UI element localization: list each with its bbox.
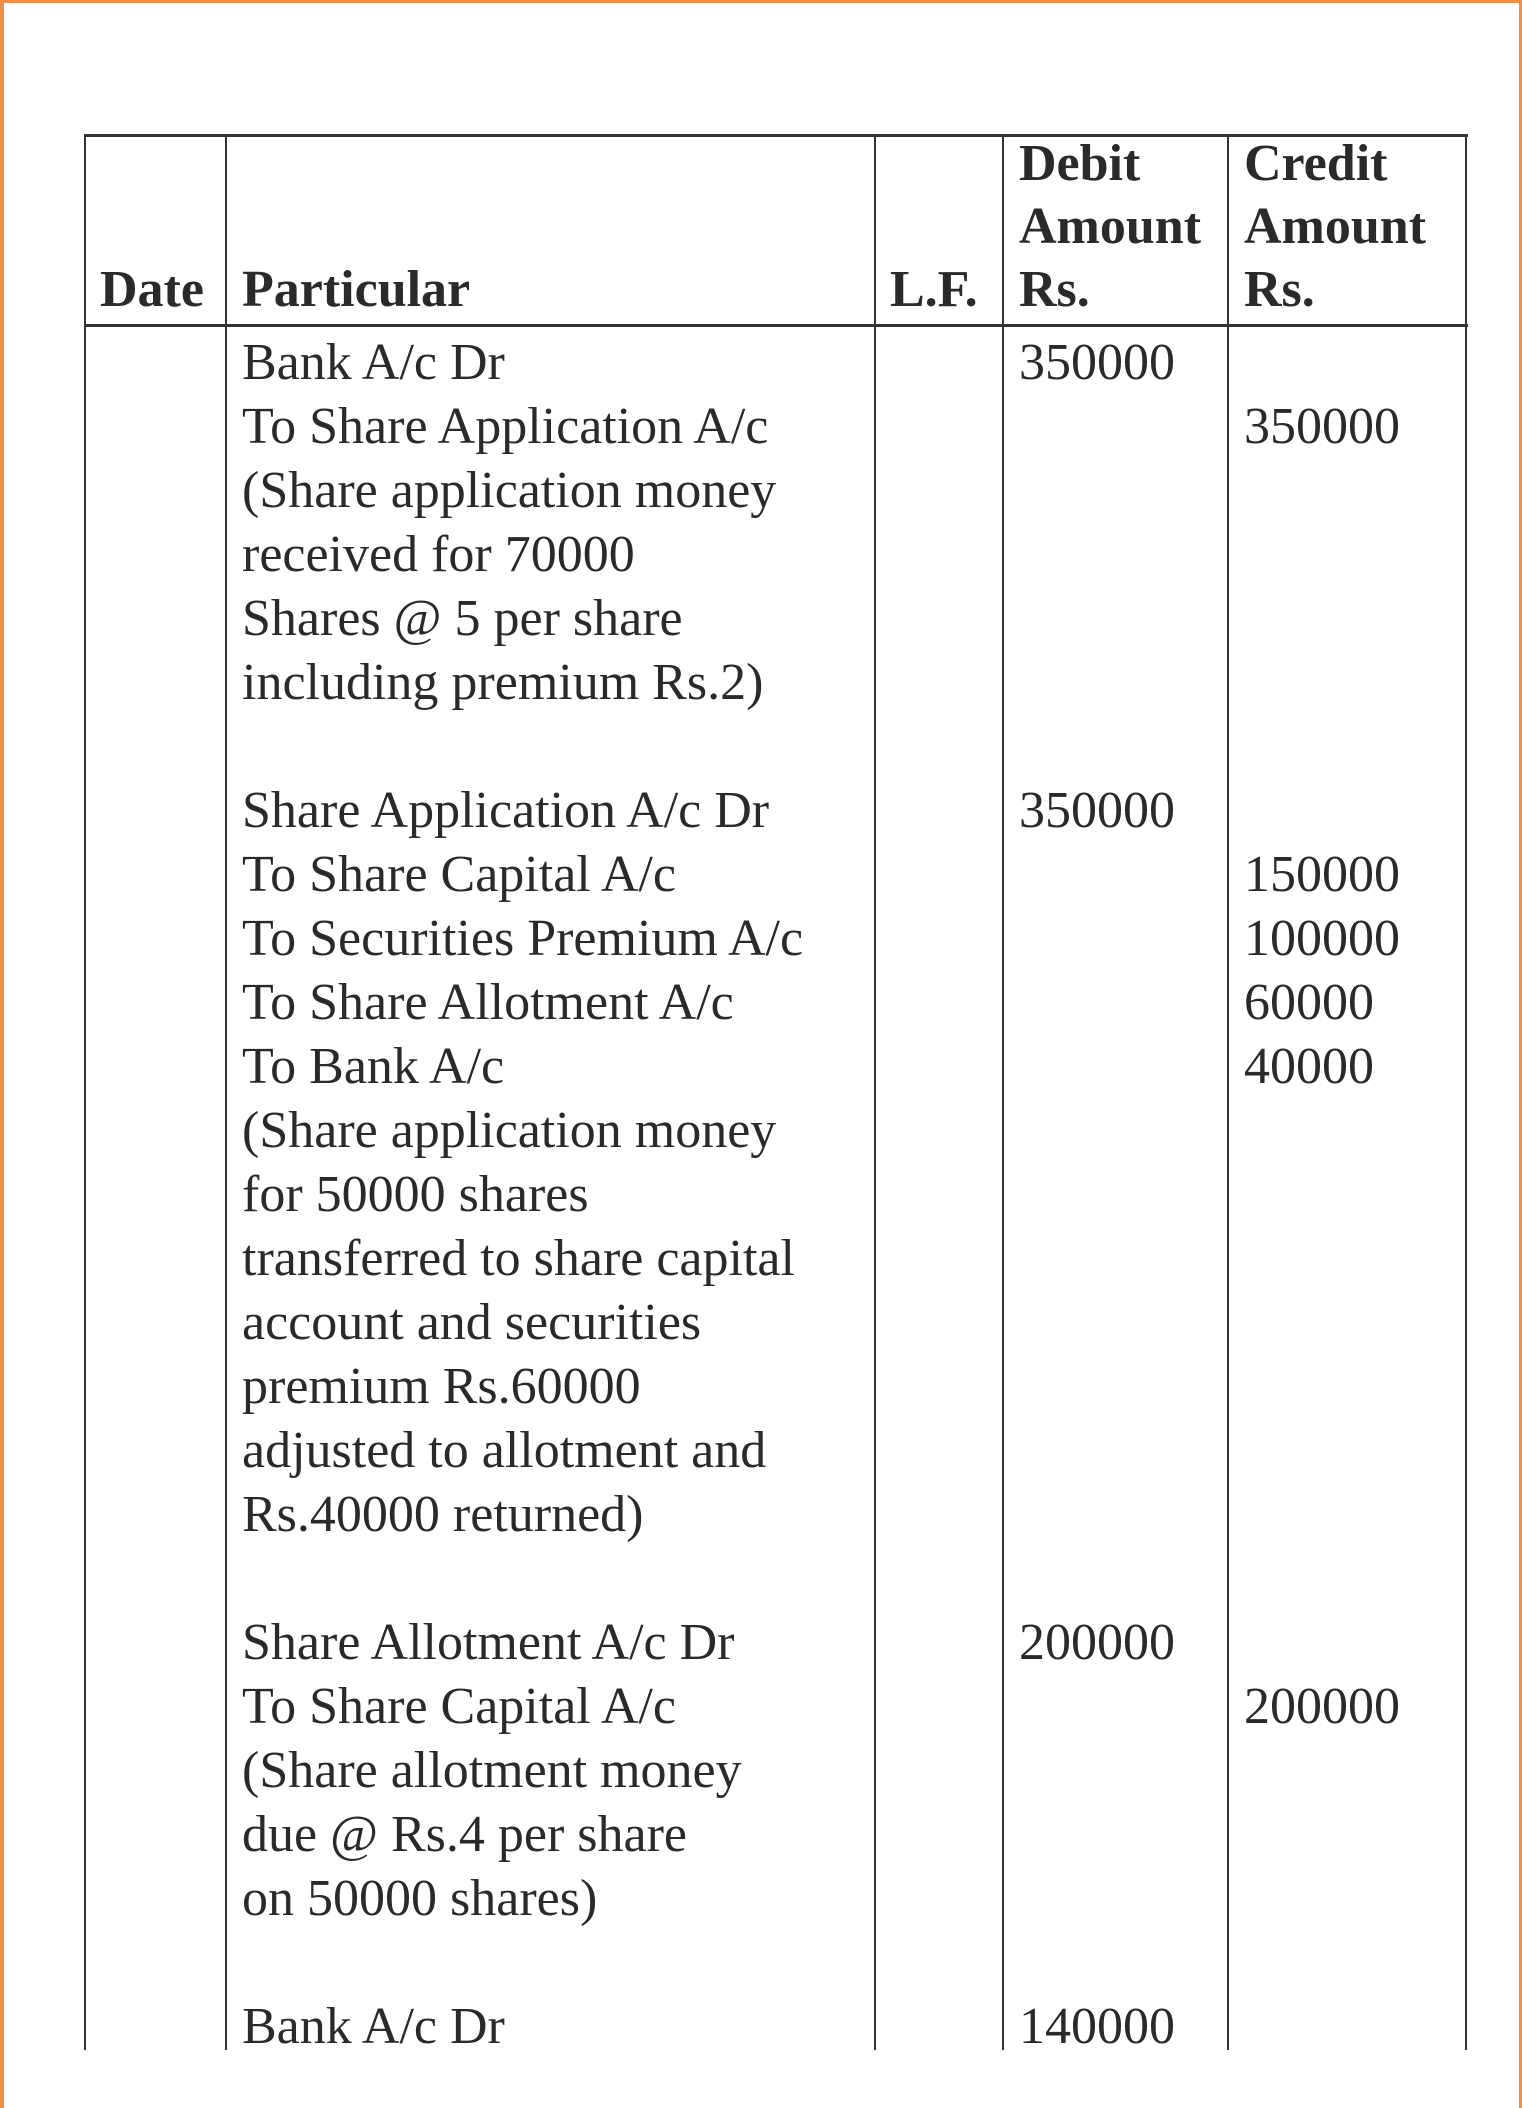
table-row <box>0 1099 1522 1163</box>
table-row <box>0 1163 1522 1227</box>
table-row <box>0 395 1522 459</box>
journal-entry <box>0 331 1522 779</box>
table-row <box>0 1419 1522 1483</box>
journal-entry <box>0 779 1522 1611</box>
header-lf-label: L.F. <box>890 261 978 318</box>
header-particular <box>242 137 470 325</box>
particular-text: To Share Capital A/c <box>242 1678 676 1735</box>
particular-text: (Share application money <box>242 1102 777 1159</box>
credit-amount: 350000 <box>1244 398 1400 455</box>
table-row <box>0 651 1522 715</box>
header-particular-label: Particular <box>242 261 471 318</box>
particular-text: Shares @ 5 per share <box>242 590 683 647</box>
table-row <box>0 1739 1522 1803</box>
header-credit-line: Amount <box>1244 198 1427 255</box>
header-debit <box>1019 137 1201 325</box>
header-debit-line: Debit <box>1019 135 1141 192</box>
debit-amount: 350000 <box>1019 334 1175 391</box>
entry-spacer <box>0 715 1522 779</box>
particular-text: due @ Rs.4 per share <box>242 1806 687 1863</box>
particular-text: Bank A/c Dr <box>242 334 505 391</box>
particular-text: for 50000 shares <box>242 1166 589 1223</box>
debit-amount: 350000 <box>1019 782 1175 839</box>
particular-text: To Share Application A/c <box>242 398 769 455</box>
entry-spacer <box>0 1931 1522 1995</box>
particular-text: transferred to share capital <box>242 1230 795 1287</box>
table-row <box>0 523 1522 587</box>
particular-text: Share Allotment A/c Dr <box>242 1614 735 1671</box>
particular-text: premium Rs.60000 <box>242 1358 641 1415</box>
credit-amount: 60000 <box>1244 974 1374 1031</box>
credit-amount: 150000 <box>1244 846 1400 903</box>
particular-text: Share Application A/c Dr <box>242 782 770 839</box>
particular-text: including premium Rs.2) <box>242 654 764 711</box>
table-row <box>0 1355 1522 1419</box>
credit-amount: 200000 <box>1244 1678 1400 1735</box>
particular-text: Bank A/c Dr <box>242 1998 505 2055</box>
header-credit <box>1244 137 1426 325</box>
particular-text: received for 70000 <box>242 526 635 583</box>
table-row <box>0 1291 1522 1355</box>
debit-amount: 200000 <box>1019 1614 1175 1671</box>
header-date-label: Date <box>100 261 204 318</box>
journal-entry <box>0 1611 1522 1995</box>
table-row <box>0 1867 1522 1931</box>
particular-text: To Share Capital A/c <box>242 846 676 903</box>
table-row <box>0 1995 1522 2059</box>
table-row <box>0 587 1522 651</box>
particular-text: account and securities <box>242 1294 702 1351</box>
table-row <box>0 907 1522 971</box>
table-row <box>0 971 1522 1035</box>
credit-amount: 40000 <box>1244 1038 1374 1095</box>
particular-text: To Share Allotment A/c <box>242 974 734 1031</box>
table-row <box>0 779 1522 843</box>
header-lf <box>890 137 978 325</box>
header-credit-line: Rs. <box>1244 261 1315 318</box>
particular-text: (Share application money <box>242 462 777 519</box>
header-debit-line: Amount <box>1019 198 1202 255</box>
header-date <box>100 137 204 325</box>
table-body <box>0 331 1522 2059</box>
particular-text: To Bank A/c <box>242 1038 505 1095</box>
table-row <box>0 1227 1522 1291</box>
table-row <box>0 331 1522 395</box>
debit-amount: 140000 <box>1019 1998 1175 2055</box>
table-row <box>0 1611 1522 1675</box>
particular-text: adjusted to allotment and <box>242 1422 767 1479</box>
header-credit-line: Credit <box>1244 135 1388 192</box>
particular-text: Rs.40000 returned) <box>242 1486 644 1543</box>
table-row <box>0 459 1522 523</box>
particular-text: (Share allotment money <box>242 1742 742 1799</box>
table-row <box>0 1803 1522 1867</box>
particular-text: on 50000 shares) <box>242 1870 598 1927</box>
credit-amount: 100000 <box>1244 910 1400 967</box>
particular-text: To Securities Premium A/c <box>242 910 804 967</box>
table-row <box>0 1483 1522 1547</box>
table-row <box>0 1675 1522 1739</box>
journal-entry <box>0 1995 1522 2059</box>
entry-spacer <box>0 1547 1522 1611</box>
header-debit-line: Rs. <box>1019 261 1090 318</box>
table-row <box>0 843 1522 907</box>
table-row <box>0 1035 1522 1099</box>
